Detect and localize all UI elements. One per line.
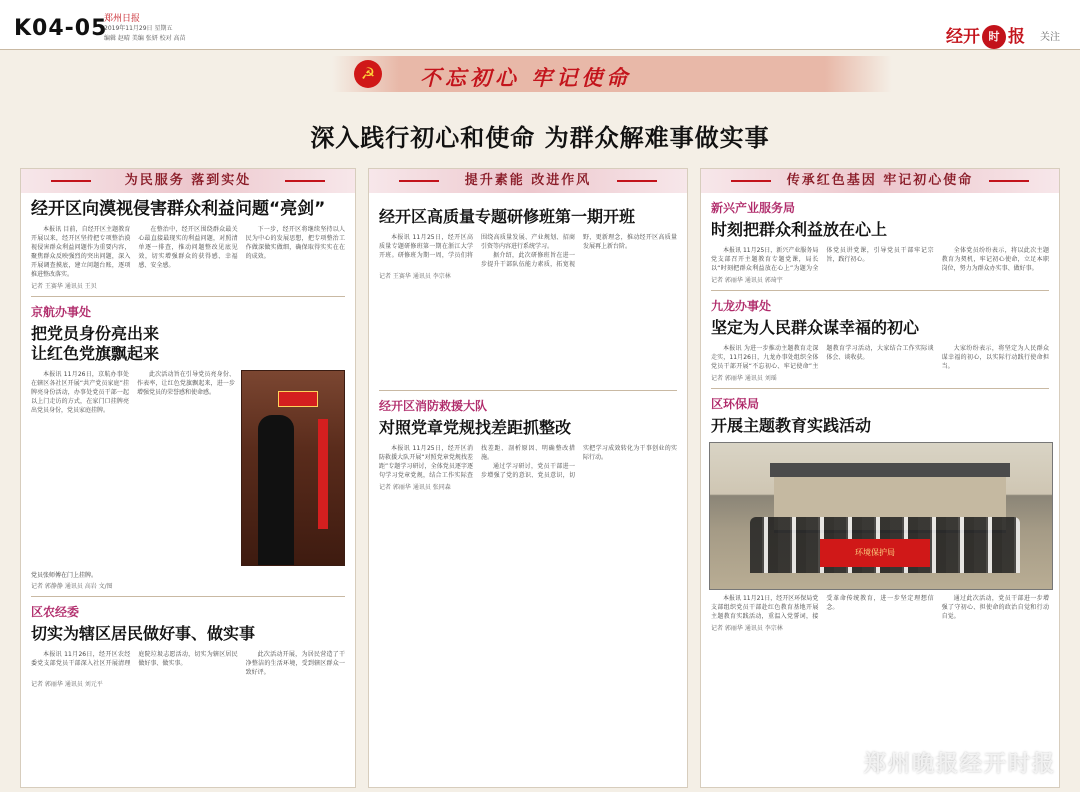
article-body bbox=[31, 370, 235, 415]
article-body bbox=[711, 246, 1049, 273]
article bbox=[369, 397, 687, 491]
slogan-banner bbox=[332, 56, 892, 92]
paragraph: 本报讯 11月25日，新兴产业服务局党支部召开主题教育专题党课，局长以“时刻把群众利益放在心上”为题为全体党员讲党课，引导党员干部牢记宗旨，践行初心。 bbox=[711, 247, 934, 272]
paragraph: 据介绍，此次研修班旨在进一步提升干部队伍能力素质，拓宽视野，更新理念，推动经开区高质量发展再上新台阶。 bbox=[481, 234, 677, 268]
column-left bbox=[20, 168, 356, 788]
divider bbox=[31, 596, 345, 597]
logo-text-post: 报 bbox=[1008, 27, 1025, 47]
article-body bbox=[31, 650, 345, 677]
article-kicker: 京航办事处 bbox=[31, 305, 92, 319]
paragraph: 本报讯 11月25日，经开区高质量专题研修班第一期在浙江大学开班。研修班为期一周，学员们将围绕高质量发展、产业规划、招商引资等内容进行系统学习。 bbox=[379, 234, 575, 259]
paragraph: 此次活动开展，为居民营造了干净整洁的生活环境，受到辖区群众一致好评。 bbox=[245, 651, 345, 676]
divider bbox=[379, 390, 677, 391]
article-kicker: 新兴产业服务局 bbox=[711, 201, 796, 215]
divider bbox=[711, 388, 1049, 389]
plaque-shape bbox=[278, 391, 318, 407]
paragraph: 本报讯 目前，自经开区主题教育开展以来，经开区坚持把专项整治漠视侵害群众利益问题作为重要内容，聚焦群众反映强烈的突出问题，深入开展调查摸底，建立问题台账，逐项推进整改落实。 bbox=[31, 226, 131, 278]
watermark: 郑州晚报经开时报 bbox=[863, 752, 1056, 777]
article-title: 开展主题教育实践活动 bbox=[711, 416, 872, 435]
article bbox=[21, 303, 355, 590]
article-title: 对照党章党规找差距抓整改 bbox=[379, 418, 572, 437]
byline: 记者 郭静静 通讯员 高岩 文/图 bbox=[31, 583, 113, 590]
photo-caption: 党员张师傅在门上挂牌。 bbox=[31, 572, 98, 579]
party-emblem-icon: ☭ bbox=[354, 60, 382, 88]
article-kicker: 区环保局 bbox=[711, 397, 760, 411]
section-header: 提升素能 改进作风 bbox=[369, 169, 687, 193]
paragraph: 大家纷纷表示，将坚定为人民群众谋幸福的初心，以实际行动践行使命担当。 bbox=[941, 345, 1049, 370]
article bbox=[369, 207, 687, 280]
article-kicker: 区农经委 bbox=[31, 605, 80, 619]
byline: 记者 郭丽华 通讯员 李宗林 bbox=[711, 625, 783, 632]
column-right bbox=[700, 168, 1060, 788]
door-photo bbox=[241, 370, 345, 566]
article-kicker: 九龙办事处 bbox=[711, 299, 772, 313]
byline: 记者 郭丽华 通讯员 刘瑶 bbox=[711, 375, 777, 382]
article bbox=[701, 199, 1059, 284]
article-kicker: 经开区消防救援大队 bbox=[379, 399, 488, 413]
page-header bbox=[0, 0, 1080, 50]
byline: 记者 王赛华 通讯员 王贝 bbox=[31, 283, 97, 290]
article bbox=[701, 297, 1059, 382]
article bbox=[21, 603, 355, 688]
page-number: K04-05 bbox=[14, 16, 108, 41]
divider bbox=[711, 290, 1049, 291]
section-logo bbox=[946, 22, 1025, 49]
article-title: 把党员身份亮出来 让红色党旗飘起来 bbox=[31, 324, 160, 363]
group-photo bbox=[709, 442, 1053, 590]
article-title: 时刻把群众利益放在心上 bbox=[711, 220, 888, 239]
byline: 记者 王赛华 通讯员 李宗林 bbox=[379, 273, 451, 280]
paragraph: 本报讯 11月21日，经开区环保局党支部组织党员干部赴红色教育基地开展主题教育实践活动，重温入党誓词，接受革命传统教育，进一步坚定理想信念。 bbox=[711, 595, 934, 620]
couplet-shape bbox=[318, 419, 328, 529]
divider bbox=[31, 296, 345, 297]
paragraph: 此次活动旨在引导党员亮身份、作表率，让红色党旗飘起来，进一步增强党员的荣誉感和使命感。 bbox=[137, 371, 235, 396]
red-banner: 环境保护局 bbox=[820, 539, 930, 567]
paper-name: 郑州日报 bbox=[104, 14, 141, 24]
article-body bbox=[711, 344, 1049, 371]
article-body bbox=[379, 444, 677, 480]
paragraph: 下一步，经开区将继续坚持以人民为中心的发展思想，把专项整治工作做深做实做细，确保取得实实在在的成效。 bbox=[245, 226, 345, 260]
building-roof bbox=[770, 463, 1010, 477]
paragraph: 本报讯 11月25日，经开区消防救援大队开展“对照党章党规找差距”专题学习研讨，全体党员逐字逐句学习党章党规，结合工作实际查找差距、剖析原因、明确整改措施。 bbox=[379, 445, 575, 479]
byline: 记者 郭丽华 通讯员 张同森 bbox=[379, 484, 451, 491]
banner-slogan: 不忘初心 牢记使命 bbox=[420, 65, 632, 90]
paragraph: 通过此次活动，党员干部进一步增强了守初心、担使命的政治自觉和行动自觉。 bbox=[941, 595, 1049, 620]
section-header: 传承红色基因 牢记初心使命 bbox=[701, 169, 1059, 193]
byline: 记者 郭丽华 通讯员 刘元平 bbox=[31, 681, 103, 688]
paragraph: 本报讯 11月26日，京航办事处在辖区各社区开展“共产党员家庭”挂牌亮身份活动，办事处党员干部一起以上门走访的方式，在家门口挂牌亮出党员身份，党员家庭挂牌。 bbox=[31, 371, 129, 414]
section-tag: 关注 bbox=[1040, 32, 1060, 43]
paragraph: 本报讯 为进一步推动主题教育走深走实，11月26日，九龙办事处组织全体党员干部开展“不忘初心、牢记使命”主题教育学习活动，大家结合工作实际谈体会、谈收获。 bbox=[711, 345, 934, 370]
article-body bbox=[711, 594, 1049, 621]
section-header: 为民服务 落到实处 bbox=[21, 169, 355, 193]
person-silhouette bbox=[258, 415, 294, 565]
paragraph: 在整治中，经开区围绕群众最关心最直接最现实的利益问题，对照清单逐一排查，推动问题整改见底见效，切实增强群众的获得感、幸福感、安全感。 bbox=[138, 226, 238, 269]
article-title: 切实为辖区居民做好事、做实事 bbox=[31, 624, 256, 643]
article-title: 经开区高质量专题研修班第一期开班 bbox=[379, 207, 636, 226]
article-title: 经开区向漠视侵害群众利益问题“亮剑” bbox=[31, 199, 326, 219]
byline: 记者 郭丽华 通讯员 郭琦宇 bbox=[711, 277, 783, 284]
date-line: 2019年11月29日 星期五 bbox=[104, 25, 173, 32]
editor-line: 编辑 赵晴 美编 张妍 校对 高苗 bbox=[104, 35, 186, 42]
logo-text-pre: 经开 bbox=[946, 27, 980, 47]
paragraph: 通过学习研讨，党员干部进一步增强了党的意识、党员意识，切实把学习成效转化为干事创业的实际行动。 bbox=[481, 445, 677, 479]
article-body bbox=[31, 225, 345, 279]
article-body bbox=[379, 233, 677, 269]
logo-circle: 时 bbox=[982, 25, 1006, 49]
paragraph: 全体党员纷纷表示，将以此次主题教育为契机，牢记初心使命，立足本职岗位，努力为群众办实事、做好事。 bbox=[941, 247, 1049, 272]
masthead-info bbox=[104, 14, 186, 44]
article bbox=[21, 199, 355, 290]
column-middle bbox=[368, 168, 688, 788]
page-headline: 深入践行初心和使命 为群众解难事做实事 bbox=[310, 124, 770, 152]
article-title: 坚定为人民群众谋幸福的初心 bbox=[711, 318, 920, 337]
article bbox=[701, 395, 1059, 632]
paragraph: 本报讯 11月26日，经开区农经委党支部党员干部深入社区开展清理庭院垃圾志愿活动，切实为辖区居民做好事、做实事。 bbox=[31, 651, 238, 667]
